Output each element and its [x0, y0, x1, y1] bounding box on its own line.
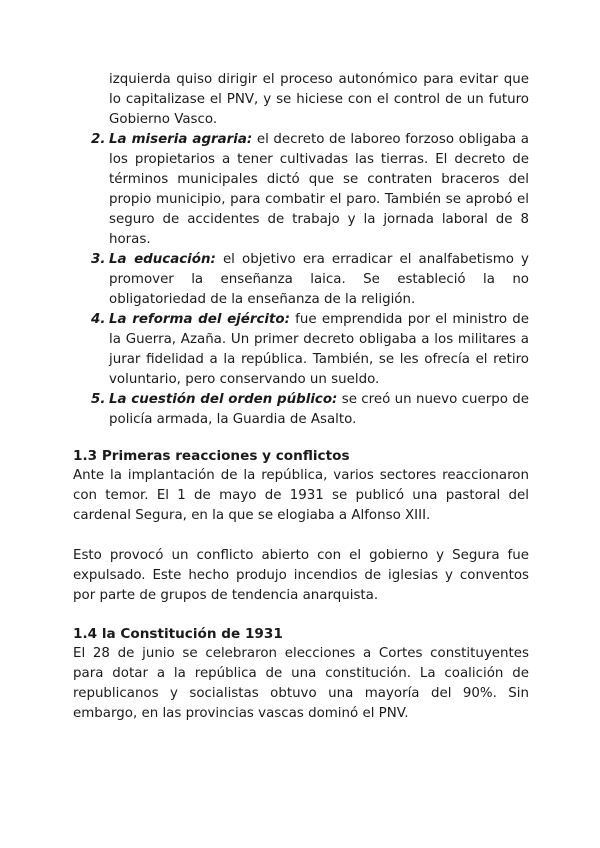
continuation-paragraph: izquierda quiso dirigir el proceso autonómico para evitar que lo capitalizase el PNV, y se hiciese con el control de un futuro Gobierno Vasco. [109, 72, 529, 127]
section-1-4-paragraph-1: El 28 de junio se celebraron elecciones a Cortes constituyentes para dotar a la república de una constitución. La coalición de republicanos y socialistas obtuvo una mayoría del 90%. Sin embargo, en las provincias vascas dominó el PNV. [73, 646, 529, 721]
section-1-3-paragraph-1: Ante la implantación de la república, varios sectores reaccionaron con temor. El 1 de mayo de 1931 se publicó una pastoral del cardenal Segura, en la que se elogiaba a Alfonso XIII. [73, 468, 529, 523]
list-term: La miseria agraria: [109, 132, 253, 147]
list-number: 3. [91, 252, 106, 267]
list-text: se creó un nuevo cuerpo de policía armada, la Guardia de Asalto. [109, 392, 529, 427]
list-text: el objetivo era erradicar el analfabetismo y promover la enseñanza laica. Se estableció la no obligatoriedad de la enseñanza de la religión. [109, 252, 529, 307]
list-number: 5. [91, 392, 106, 407]
list-text: fue emprendida por el ministro de la Guerra, Azaña. Un primer decreto obligaba a los militares a jurar fidelidad a la república. También, se les ofrecía el retiro voluntario, pero conservando un sueldo. [109, 312, 529, 387]
list-item [73, 390, 529, 430]
section-heading-1-3: 1.3 Primeras reacciones y conflictos [73, 448, 350, 464]
list-item [73, 310, 529, 390]
document-page [73, 70, 529, 724]
list-number: 2. [91, 132, 106, 147]
list-item [73, 250, 529, 310]
list-text: el decreto de laboreo forzoso obligaba a los propietarios a tener cultivadas las tierras. El decreto de términos municipales dictó que se contraten braceros del propio municipio, para combatir el paro. También se aprobó el seguro de accidentes de trabajo y la jornada laboral de 8 horas. [109, 132, 529, 247]
section-heading-1-4: 1.4 la Constitución de 1931 [73, 626, 283, 642]
list-number: 4. [91, 312, 106, 327]
list-term: La reforma del ejército: [109, 312, 290, 327]
list-term: La cuestión del orden público: [109, 392, 338, 407]
list-item [73, 130, 529, 250]
list-term: La educación: [109, 252, 216, 267]
section-1-3-paragraph-2: Esto provocó un conflicto abierto con el gobierno y Segura fue expulsado. Este hecho produjo incendios de iglesias y conventos por parte de grupos de tendencia anarquista. [73, 548, 529, 603]
